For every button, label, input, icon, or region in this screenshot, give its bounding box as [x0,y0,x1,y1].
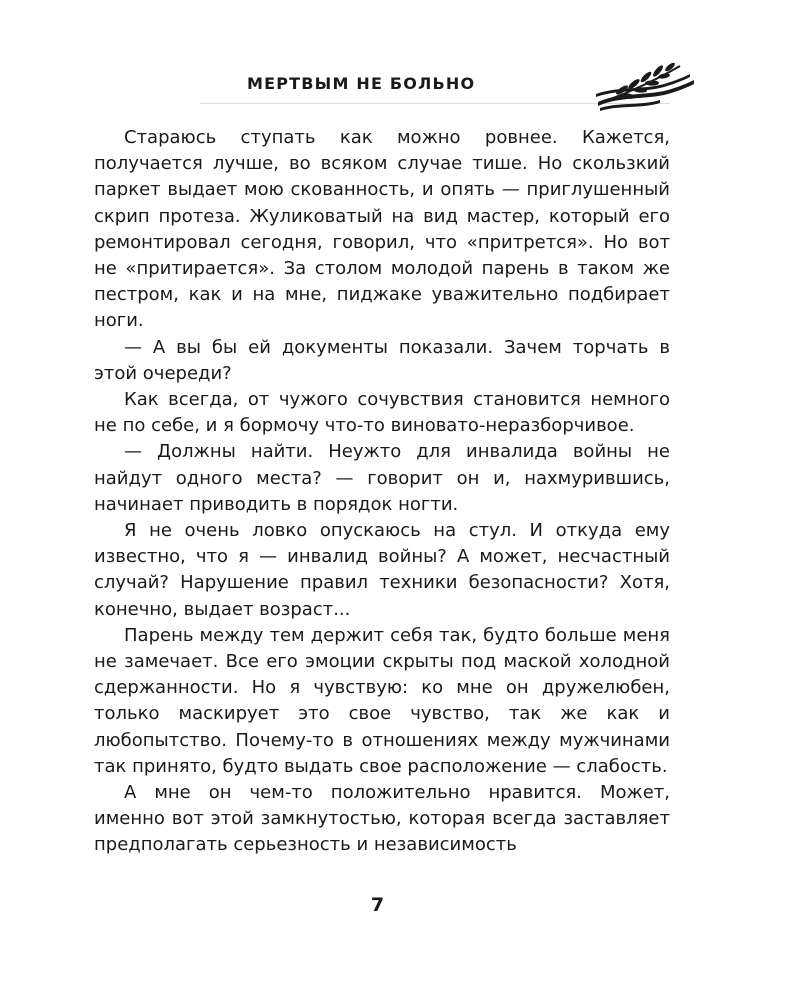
paragraph: — Должны найти. Неужто для инвалида войны не найдут одного места? — говорит он и, нахмурившись, начинает приводить в порядок ногти. [94,441,670,515]
body-text [94,125,670,859]
laurel-ribbon-icon [590,62,700,114]
paragraph: — А вы бы ей документы показали. Зачем торчать в этой очереди? [94,336,670,384]
paragraph: Стараюсь ступать как можно ровнее. Кажется, получается лучше, во всяком случае тише. Но скользкий паркет выдает мою скованность, и опять — приглушенный скрип протеза. Жуликоватый на вид мастер, который его ремонтировал сегодня, говорил, что «притрется». Но вот не «притирается». За столом молодой парень в таком же пестром, как и на мне, пиджаке уважительно подбирает ноги. [94,127,670,332]
paragraph: Я не очень ловко опускаюсь на стул. И откуда ему известно, что я — инвалид войны? А может, несчастный случай? Нарушение правил техники безопасности? Хотя, конечно, выдает возраст... [94,520,670,620]
paragraph: А мне он чем-то положительно нравится. Может, именно вот этой замкнутостью, которая всегда заставляет предполагать серьезность и независимость [94,782,670,856]
page-number: 7 [370,894,385,916]
running-title: МЕРТВЫМ НЕ БОЛЬНО [247,74,476,93]
paragraph: Как всегда, от чужого сочувствия становится немного не по себе, и я бормочу что-то виновато-неразборчивое. [94,389,670,437]
paragraph: Парень между тем держит себя так, будто больше меня не замечает. Все его эмоции скрыты под маской холодной сдержанности. Но я чувствую: ко мне он дружелюбен, только маскирует это свое чувство, так же как и любопытство. Почему-то в отношениях между мужчинами так принято, будто выдать свое расположение — слабость. [94,624,670,777]
